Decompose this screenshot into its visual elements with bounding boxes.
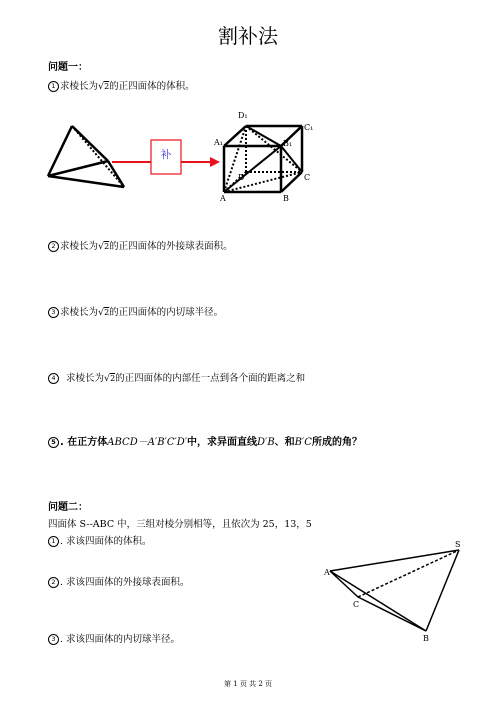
item-pre: 求棱长为 [66,373,105,384]
vertex-label-D: D [238,173,245,182]
vertex-label-B: B [283,194,289,203]
item-number: 2 [48,577,59,588]
item-pre: 求棱长为 [60,241,99,252]
sqrt-value: 2 [110,374,116,383]
sqrt-expr: √2 [104,373,116,384]
item-number: 2 [48,241,59,252]
vertex-label-A: A [324,568,330,577]
item-mid1: 中，求异面直线 [187,437,258,448]
item-post: 的正四面体的体积。 [109,81,195,92]
vertex-label-A: A [220,194,226,203]
sqrt-expr: √2 [98,307,110,318]
item-pre: . 在正方体 [60,437,108,448]
item-number: 1 [48,81,59,92]
page-footer: 第 1 页 共 2 页 [223,680,273,688]
problem2-intro: 四面体 S--ABC 中，三组对棱分别相等，且依次为 25，13，5 [48,519,312,530]
bu-label: 补 [160,148,172,161]
item-mid2: 、和 [274,437,295,448]
item-post: 所成的角？ [311,437,362,448]
item-pre: 求棱长为 [60,307,99,318]
sqrt-expr: √2 [98,241,110,252]
item-number: 5 [48,437,59,448]
page-title: 割补法 [218,24,278,48]
sqrt-value: 2 [104,242,110,251]
vertex-label-B: B [423,634,429,643]
vertex-label-C1: C₁ [304,123,314,132]
tetra2-edge [330,550,459,571]
tetra2-edge [426,550,459,631]
sqrt-value: 2 [104,82,110,91]
vertex-label-C: C [353,600,360,609]
item-number: 4 [48,373,59,384]
vertex-label-S: S [455,540,461,549]
tetra2-edge [330,571,426,631]
item-post: 的正四面体的内切球半径。 [109,307,224,318]
sqrt-value: 2 [104,308,110,317]
line-expression-1: D′B [257,437,275,448]
problem1-heading: 问题一： [48,62,88,73]
vertex-label-A1: A₁ [214,138,223,147]
item-number: 3 [48,634,59,645]
item-post: 的正四面体的内部任一点到各个面的距离之和 [115,373,306,384]
vertex-label-B1: B₁ [283,139,293,148]
tetra2-edge [358,597,426,631]
vertex-label-D1: D₁ [238,111,248,120]
item-number: 3 [48,307,59,318]
sqrt-expr: √2 [98,81,110,92]
item-text: . 求该四面体的内切球半径。 [60,634,181,645]
problem2-heading: 问题二： [48,502,88,513]
item-text: . 求该四面体的外接球表面积。 [60,577,190,588]
item-post: 的正四面体的外接球表面积。 [109,241,233,252]
item-text: . 求该四面体的体积。 [60,536,152,547]
tetra2-edge [330,571,358,597]
cube-expression: ABCD－A′B′C′D′ [107,437,188,448]
item-pre: 求棱长为 [60,81,99,92]
line-expression-2: B′C [294,437,312,448]
vertex-label-C: C [304,173,311,182]
item-number: 1 [48,536,59,547]
tetra2-hidden-edge [358,550,459,597]
